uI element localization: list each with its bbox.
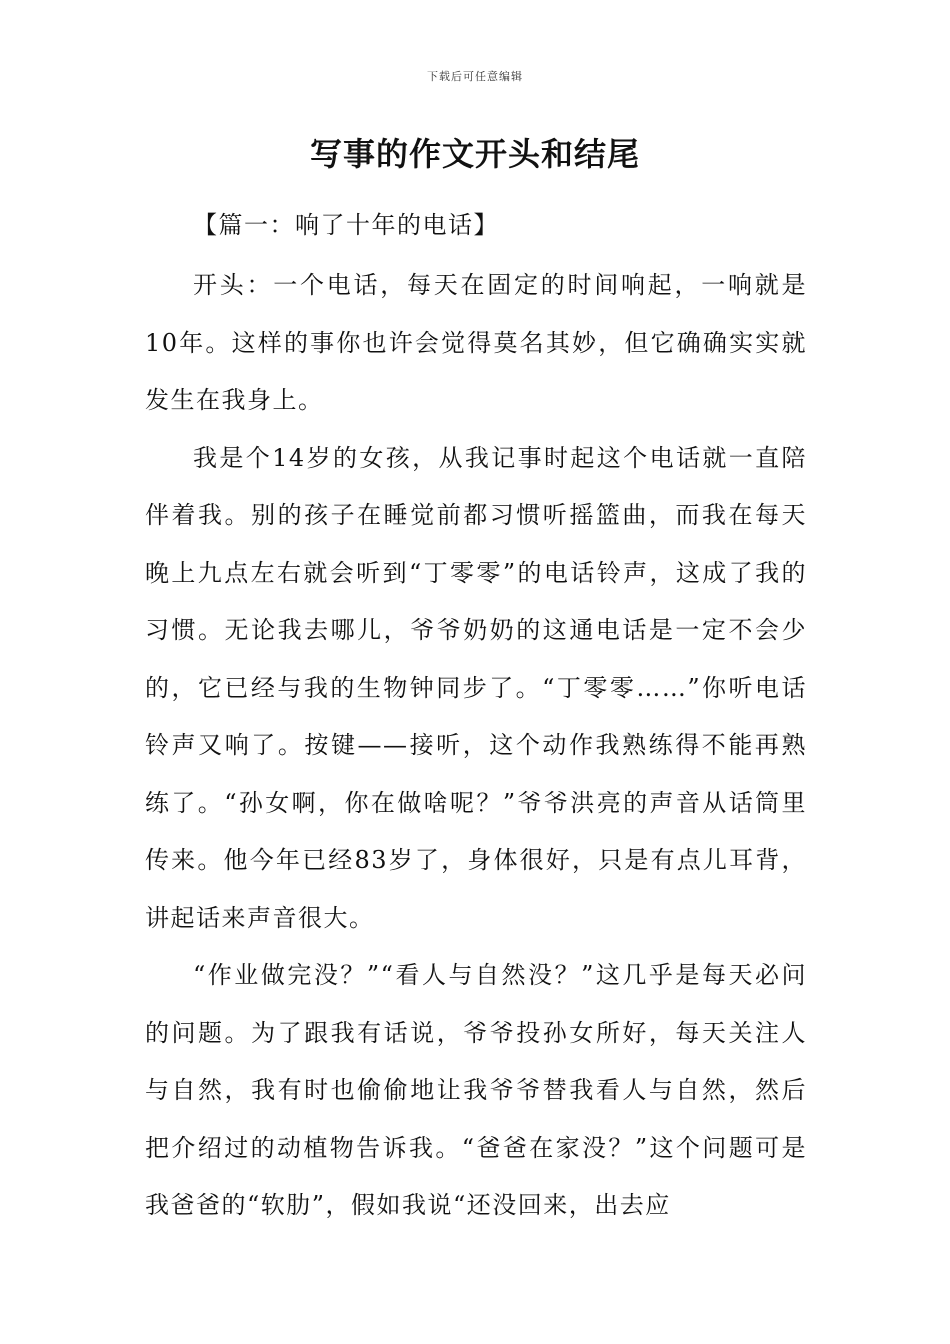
paragraph-opening: 开头：一个电话，每天在固定的时间响起，一响就是10年。这样的事你也许会觉得莫名其妙，但它确确实实就发生在我身上。 [145, 271, 807, 414]
document-title: 写事的作文开头和结尾 [309, 135, 640, 173]
section-heading: 【篇一：响了十年的电话】 [193, 211, 499, 239]
document-body [145, 200, 807, 1235]
paragraph-questions: “作业做完没？”“看人与自然没？”这几乎是每天必问的问题。为了跟我有话说，爷爷投孙女所好，每天关注人与自然，我有时也偷偷地让我爷爷替我看人与自然，然后把介绍过的动植物告诉我。“爸爸在家没？”这个问题可是我爸爸的“软肋”，假如我说“还没回来，出去应 [145, 961, 807, 1219]
header-note: 下载后可任意编辑 [427, 70, 523, 83]
paragraph-phone-call: 我是个14岁的女孩，从我记事时起这个电话就一直陪伴着我。别的孩子在睡觉前都习惯听摇篮曲，而我在每天晚上九点左右就会听到“丁零零”的电话铃声，这成了我的习惯。无论我去哪儿，爷爷奶奶的这通电话是一定不会少的，它已经与我的生物钟同步了。“丁零零……”你听电话铃声又响了。按键——接听，这个动作我熟练得不能再熟练了。“孙女啊，你在做啥呢？”爷爷洪亮的声音从话筒里传来。他今年已经83岁了，身体很好，只是有点儿耳背，讲起话来声音很大。 [145, 443, 807, 932]
